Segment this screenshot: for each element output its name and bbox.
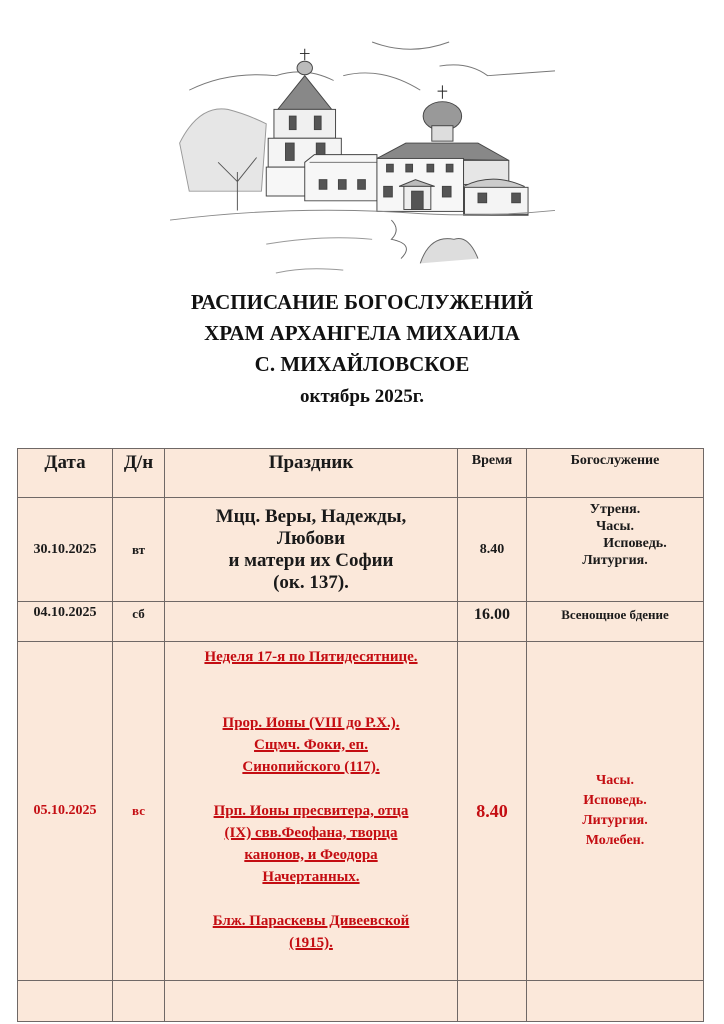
feast-line: Начертанных.	[262, 869, 360, 885]
village-name: С. МИХАЙЛОВСКОЕ	[254, 352, 470, 376]
column-header-feast: Праздник	[165, 449, 458, 498]
feast-line: Любови	[276, 527, 346, 549]
table-row	[18, 642, 704, 981]
column-header-weekday: Д/н	[113, 449, 165, 498]
feast-line: (ок. 137).	[273, 571, 349, 593]
table-header-row	[18, 449, 704, 498]
row-feast	[165, 498, 458, 602]
feast-line: Блж. Параскевы Дивеевской	[212, 913, 410, 929]
row-date: 30.10.2025	[18, 498, 113, 602]
row-feast	[165, 642, 458, 981]
row-weekday: сб	[113, 602, 165, 642]
feast-line: Неделя 17-я по Пятидесятнице.	[204, 649, 418, 665]
service-line: Утреня.	[589, 502, 641, 517]
table-row	[18, 981, 704, 1022]
feast-line: (IX) свв.Феофана, творца	[224, 825, 398, 841]
row-service	[527, 981, 704, 1022]
service-line: Часы.	[596, 773, 634, 788]
table-row	[18, 602, 704, 642]
service-line: Молебен.	[585, 833, 645, 848]
schedule-title: РАСПИСАНИЕ БОГОСЛУЖЕНИЙ	[190, 290, 534, 314]
row-weekday: вт	[113, 498, 165, 602]
feast-line: (1915).	[289, 935, 333, 951]
feast-line: Прор. Ионы (VIII до Р.Х.).	[222, 715, 400, 731]
row-date: 05.10.2025	[18, 642, 113, 981]
row-time	[458, 981, 527, 1022]
column-header-service: Богослужение	[527, 449, 704, 498]
row-service	[527, 642, 704, 981]
service-line: Исповедь.	[583, 793, 647, 808]
row-time: 8.40	[458, 498, 527, 602]
column-header-time: Время	[458, 449, 527, 498]
row-feast	[165, 981, 458, 1022]
row-service: Всенощное бдение	[527, 602, 704, 642]
schedule-table	[17, 448, 704, 1022]
feast-line: канонов, и Феодора	[244, 847, 378, 863]
feast-line: Синопийского (117).	[242, 759, 380, 775]
feast-line: Прп. Ионы пресвитера, отца	[213, 803, 409, 819]
church-name: ХРАМ АРХАНГЕЛА МИХАИЛА	[204, 321, 520, 345]
row-date: 04.10.2025	[18, 602, 113, 642]
feast-line: Мцц. Веры, Надежды,	[215, 505, 407, 527]
service-line: Литургия.	[582, 553, 648, 568]
service-line: Литургия.	[582, 813, 648, 828]
row-service	[527, 498, 704, 602]
feast-line: и матери их Софии	[228, 549, 394, 571]
feast-line: Сщмч. Фоки, еп.	[254, 737, 368, 753]
row-weekday: вс	[113, 642, 165, 981]
service-line: Часы.	[596, 519, 634, 534]
church-illustration	[170, 35, 555, 280]
table-row	[18, 498, 704, 602]
row-time: 16.00	[458, 602, 527, 642]
row-time: 8.40	[458, 642, 527, 981]
row-weekday	[113, 981, 165, 1022]
service-line: Исповедь.	[603, 536, 667, 551]
month-year: октябрь 2025г.	[300, 386, 424, 407]
column-header-date: Дата	[18, 449, 113, 498]
row-feast	[165, 602, 458, 642]
row-date	[18, 981, 113, 1022]
